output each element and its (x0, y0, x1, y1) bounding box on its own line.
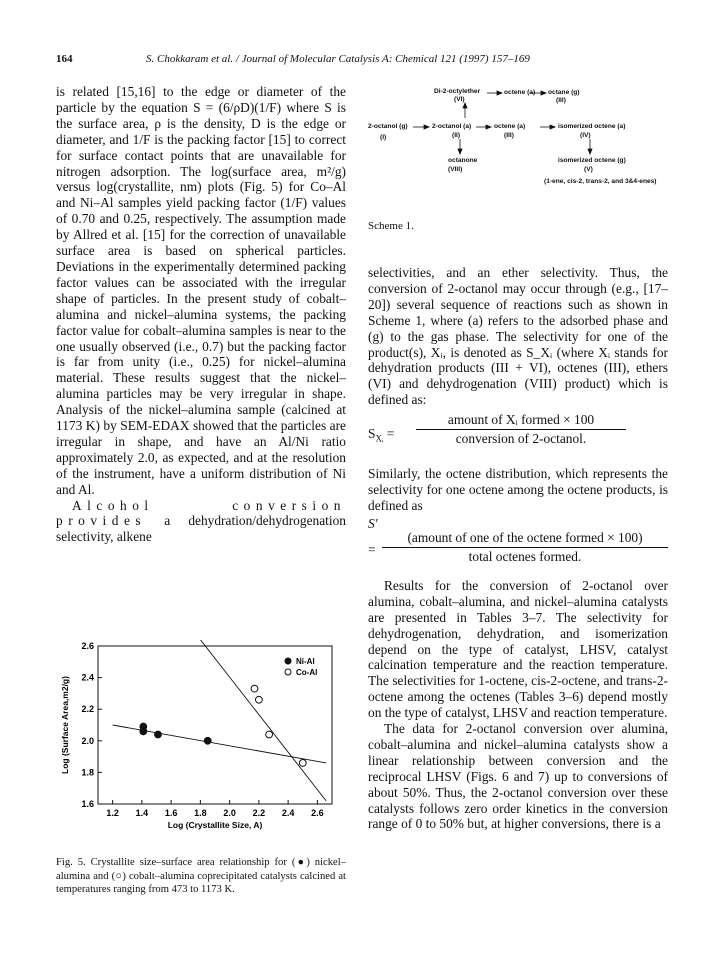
x-tick-label: 1.6 (164, 808, 178, 818)
y-tick-label: 2.2 (81, 704, 94, 715)
scheme-node-octene-ads: octene (a) (494, 123, 526, 130)
running-title: S. Chokkaram et al. / Journal of Molecular Catalysis A: Chemical 121 (1997) 157–169 (146, 53, 530, 65)
equation-lhs: S′ (368, 515, 378, 531)
scheme-node-ether: Di-2-octylether (434, 88, 481, 95)
scheme-node-isomerized-gas: isomerized octene (g) (558, 157, 626, 164)
scheme-node-octene-top: octene (a) (504, 89, 536, 96)
scheme-node-number: (V) (584, 166, 593, 173)
octene-distribution-equation (368, 516, 668, 572)
x-tick-label: 1.8 (194, 808, 207, 818)
x-axis-label: Log (Crystallite Size, A) (167, 820, 263, 830)
data-point (204, 737, 211, 744)
scheme-node-isomerized-ads: isomerized octene (a) (558, 123, 626, 130)
legend-marker (285, 669, 291, 675)
body-paragraph: Similarly, the octene distribution, which represents the selectivity for one octene among the octene products, is defined as (368, 466, 668, 513)
scheme-node-octane: octane (g) (548, 89, 580, 96)
data-point (140, 728, 147, 735)
paragraph-rest: dehydration/dehydrogenation selectivity, alkene (56, 513, 346, 545)
y-tick-label: 1.6 (81, 799, 94, 809)
data-point (155, 731, 162, 738)
y-tick-label: 1.8 (81, 767, 94, 778)
scheme-label: Scheme 1. (368, 220, 414, 232)
equation-denominator: conversion of 2-octanol. (455, 431, 587, 447)
scheme-node-isomer-note: (1-ene, cis-2, trans-2, and 3&4-enes) (544, 178, 657, 185)
figure-5 (56, 640, 346, 850)
legend-marker (285, 658, 291, 664)
right-column (368, 265, 668, 832)
body-paragraph: selectivities, and an ether selectivity. Thus, the conversion of 2-octanol may occur through (e.g., [17–20]) several sequence of reactions such as shown in Scheme 1, where (a) refers to the adsorbed phase and (g) to the gas phase. The selectivity for one of the product(s), Xᵢ, is denoted as S_Xᵢ (where Xᵢ stands for dehydration products (III + VI), octenes (III), ethers (VI) and dehydrogenation (VIII) product) which is defined as: (368, 265, 668, 408)
scheme-node-octanol-gas: 2-octanol (g) (368, 123, 408, 130)
selectivity-equation (368, 412, 668, 462)
scheme-node-octanol-ads: 2-octanol (a) (432, 123, 472, 130)
data-point (299, 760, 306, 767)
equation-numerator: amount of Xᵢ formed × 100 (416, 412, 626, 430)
equation-fraction (382, 530, 668, 565)
scheme-node-number: (VI) (454, 96, 465, 103)
y-axis-label: Log (Surface Area,m2/g) (60, 676, 70, 774)
data-point (266, 731, 273, 738)
equation-lhs: $S_{Xᵢ}$ = (368, 426, 395, 444)
body-paragraph: Results for the conversion of 2-octanol over alumina, cobalt–alumina, and nickel–alumina catalysts are presented in Tables 3–7. The selectivity for dehydrogenation, dehydration, and isomerization depend on the type of catalyst, LHSV, catalyst calcination temperature and the reaction temperature. The selectivities for 1-octene, cis-2-octene, and trans-2-octene among the octenes (Tables 3–6) depend mostly on the type of catalyst, LHSV and reaction temperature. (368, 577, 668, 721)
data-point (251, 685, 258, 692)
x-tick-label: 2.2 (252, 808, 266, 818)
left-column (56, 84, 346, 545)
x-tick-label: 2.6 (311, 808, 324, 818)
scheme-arrows (368, 84, 668, 224)
body-paragraph: The data for 2-octanol conversion over alumina, cobalt–alumina and nickel–alumina catalysts show a linear relationship between conversion and the reciprocal LHSV (Figs. 6 and 7) up to conversions of about 50%. Thus, the 2-octanol conversion over these catalysts follows zero order kinetics in the conversion range of 0 to 50% but, at higher conversions, there is a (368, 721, 668, 832)
page-number: 164 (56, 53, 73, 65)
data-point (255, 696, 262, 703)
y-tick-label: 2.0 (81, 735, 94, 746)
body-paragraph: is related [15,16] to the edge or diameter of the particle by the equation S = (6/ρD)(1/F) where S is the surface area, ρ is the density, D is the edge or diameter, and 1/F is the packing factor [15] to correct for surface contact points that are unavailable for nitrogen adsorption. The log(surface area, m²/g) versus log(crystallite, nm) plots (Fig. 5) for Co–Al and Ni–Al samples yield packing factor (1/F) values of 0.70 and 0.25, respectively. The assumption made by Allred et al. [15] for the correction of unavailable surface area is based on spherical particles. Deviations in the experimentally determined packing factor values can be associated with the irregular shape of particles. In the present study of cobalt–alumina and nickel–alumina systems, the packing factor value for cobalt–alumina samples is near to the one usually observed (i.e., 0.7) but the packing factor is far from unity (i.e., 0.25) for nickel–alumina material. These results suggest that the nickel–alumina particles may be very irregular in shape. Analysis of the nickel–alumina sample (calcined at 1173 K) by SEM-EDAX showed that the particles are irregular in shape, and have an Al/Ni ratio approximately 2.0, as expected, and at the resolution of the instrument, have a uniform distribution of Ni and Al. (56, 84, 346, 497)
scheme-node-number: (I) (380, 134, 387, 141)
scheme-node-number: (III) (504, 132, 514, 139)
equation-denominator: total octenes formed. (468, 548, 582, 564)
scatter-chart (56, 640, 346, 850)
x-tick-label: 2.4 (281, 808, 295, 818)
scheme-node-octanone: octanone (448, 157, 478, 164)
running-header (56, 49, 656, 71)
legend-label: Ni-Al (296, 657, 315, 666)
x-tick-label: 2.0 (223, 808, 236, 818)
scheme-node-number: (II) (452, 132, 461, 139)
equation-fraction (416, 412, 626, 447)
y-tick-label: 2.6 (81, 641, 94, 651)
scheme-node-number: (III) (556, 97, 566, 104)
paragraph-lead: Alcohol conversion provides a (56, 497, 346, 529)
body-paragraph (56, 498, 346, 546)
legend-label: Co-Al (296, 668, 318, 677)
x-tick-label: 1.4 (135, 808, 149, 818)
figure-caption: Fig. 5. Crystallite size–surface area relationship for (●) nickel–alumina and (○) cobalt–alumina coprecipitated catalysts calcined at temperatures ranging from 473 to 1173 K. (56, 857, 346, 896)
scheme-node-number: (VIII) (448, 166, 463, 173)
equation-equals: = (368, 541, 376, 557)
y-tick-label: 2.4 (81, 672, 94, 683)
scheme-node-number: (IV) (580, 132, 591, 139)
equation-numerator: (amount of one of the octene formed × 100) (382, 530, 668, 548)
x-tick-label: 1.2 (106, 808, 119, 818)
